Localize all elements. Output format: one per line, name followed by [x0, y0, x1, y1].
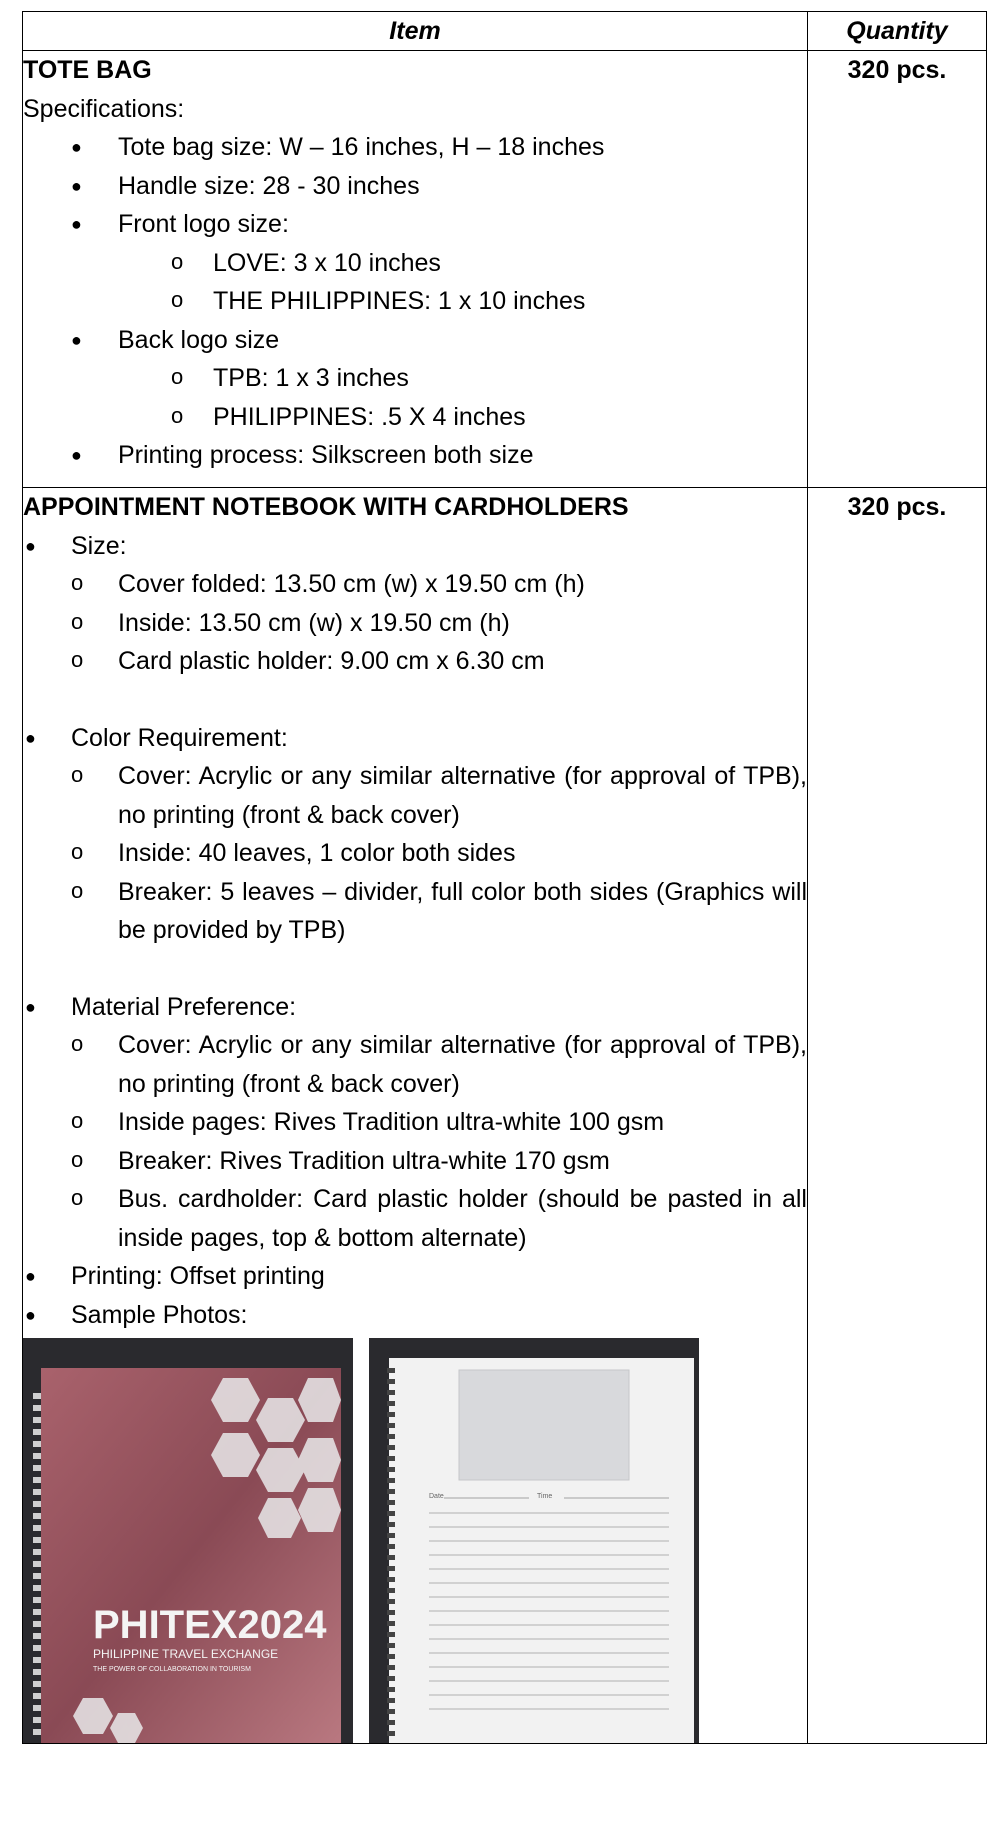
notebook-inside-photo: [369, 1338, 699, 1743]
list-item: ● Tote bag size: W – 16 inches, H – 18 inches: [23, 128, 807, 167]
tote-specs-label: Specifications:: [23, 94, 185, 123]
cover-tagline-text: THE POWER OF COLLABORATION IN TOURISM: [93, 1666, 251, 1673]
list-item: o PHILIPPINES: .5 X 4 inches: [23, 398, 807, 437]
notebook-spec-list: [23, 527, 807, 681]
list-item: ● Printing: Offset printing: [23, 1257, 807, 1296]
cover-brand-text: PHITEX2024: [93, 1603, 327, 1647]
tote-spec-list: [23, 128, 807, 475]
list-item: o TPB: 1 x 3 inches: [23, 359, 807, 398]
list-item: o Cover folded: 13.50 cm (w) x 19.50 cm (h): [23, 565, 807, 604]
tote-bag-cell: [23, 51, 808, 488]
list-item: ● Handle size: 28 - 30 inches: [23, 167, 807, 206]
list-item: o Cover: Acrylic or any similar alternative (for approval of TPB), no printing (front & back cover): [23, 757, 807, 834]
list-item: ● Printing process: Silkscreen both size: [23, 436, 807, 475]
notebook-quantity: 320 pcs.: [808, 488, 987, 1744]
tote-quantity: 320 pcs.: [808, 51, 987, 488]
list-item: ● Sample Photos:: [23, 1296, 807, 1335]
list-item: o THE PHILIPPINES: 1 x 10 inches: [23, 282, 807, 321]
notebook-cell: [23, 488, 808, 1744]
table-header-row: [23, 12, 987, 51]
list-item: ● Color Requirement:: [23, 719, 807, 758]
spec-table: [22, 11, 987, 1744]
notebook-cover-photo: [23, 1338, 353, 1743]
list-item: o Inside pages: Rives Tradition ultra-white 100 gsm: [23, 1103, 807, 1142]
list-item: ● Back logo size: [23, 321, 807, 360]
cover-subtitle-text: PHILIPPINE TRAVEL EXCHANGE: [93, 1647, 279, 1661]
tote-bag-title: TOTE BAG: [23, 56, 152, 84]
list-item: o Card plastic holder: 9.00 cm x 6.30 cm: [23, 642, 807, 681]
header-item: Item: [23, 12, 808, 51]
list-item: ● Front logo size:: [23, 205, 807, 244]
list-item: ● Material Preference:: [23, 988, 807, 1027]
notebook-title: APPOINTMENT NOTEBOOK WITH CARDHOLDERS: [23, 493, 629, 521]
list-item: o Inside: 13.50 cm (w) x 19.50 cm (h): [23, 604, 807, 643]
table-row: [23, 488, 987, 1744]
list-item: o Breaker: 5 leaves – divider, full color both sides (Graphics will be provided by TPB): [23, 873, 807, 950]
list-item: o Inside: 40 leaves, 1 color both sides: [23, 834, 807, 873]
notebook-material-list: [23, 988, 807, 1335]
table-row: [23, 51, 987, 488]
sample-photos: [23, 1338, 807, 1743]
date-label: Date: [429, 1493, 444, 1500]
list-item: o LOVE: 3 x 10 inches: [23, 244, 807, 283]
time-label: Time: [537, 1493, 553, 1500]
list-item: o Bus. cardholder: Card plastic holder (should be pasted in all inside pages, top & bottom alternate): [23, 1180, 807, 1257]
list-item: o Breaker: Rives Tradition ultra-white 170 gsm: [23, 1142, 807, 1181]
header-quantity: Quantity: [808, 12, 987, 51]
list-item: ● Size:: [23, 527, 807, 566]
notebook-color-list: [23, 719, 807, 950]
list-item: o Cover: Acrylic or any similar alternative (for approval of TPB), no printing (front & back cover): [23, 1026, 807, 1103]
